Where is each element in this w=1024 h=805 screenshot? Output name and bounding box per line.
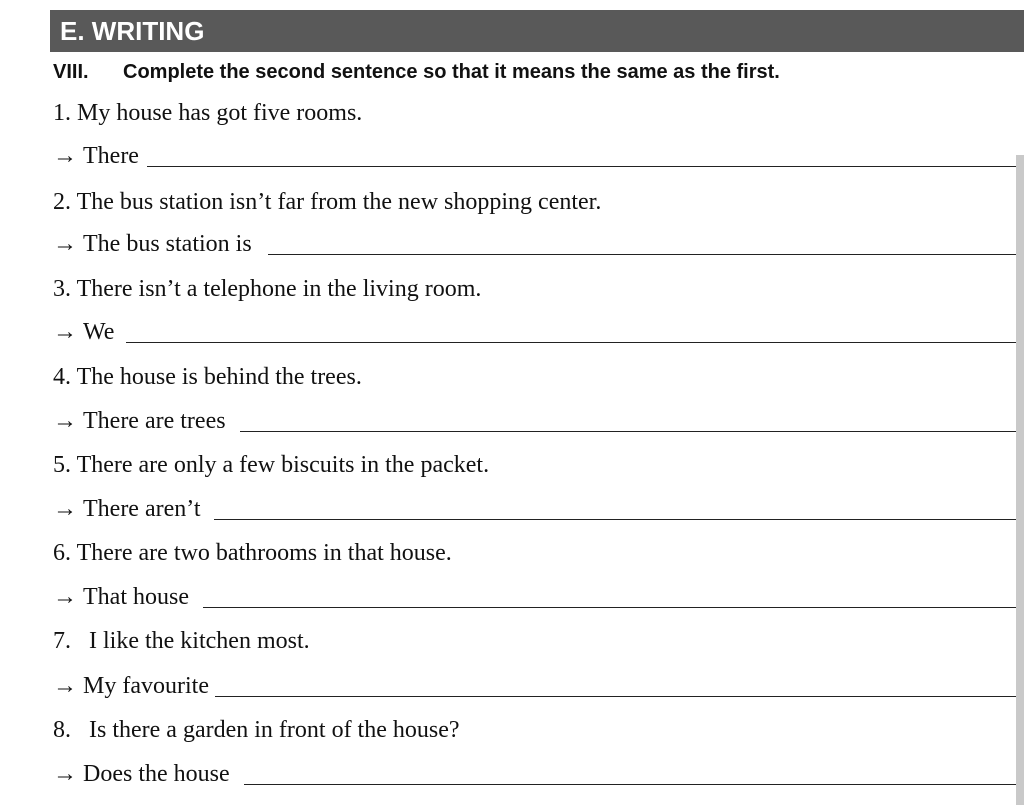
- rewrite-prompt: There: [83, 143, 139, 169]
- original-sentence: [53, 100, 1018, 127]
- rewrite-prompt: There are trees: [83, 408, 226, 434]
- original-sentence: [53, 540, 1018, 567]
- original-sentence: [53, 628, 1018, 655]
- rewrite-line: [53, 143, 1018, 170]
- arrow-icon: →: [53, 143, 77, 169]
- original-sentence: [53, 452, 1018, 479]
- answer-blank[interactable]: [147, 166, 1018, 167]
- original-sentence: [53, 364, 1018, 391]
- rewrite-line: [53, 584, 1018, 611]
- arrow-icon: →: [53, 584, 77, 610]
- rewrite-line: [53, 761, 1018, 788]
- answer-blank[interactable]: [214, 519, 1018, 520]
- rewrite-prompt: There aren’t: [83, 496, 201, 522]
- original-sentence: [53, 717, 1018, 744]
- sentence-text: 5. There are only a few biscuits in the packet.: [53, 452, 490, 478]
- arrow-icon: →: [53, 319, 77, 345]
- rewrite-line: [53, 231, 1018, 258]
- sentence-text: 7. I like the kitchen most.: [53, 628, 310, 654]
- rewrite-prompt: We: [83, 319, 115, 345]
- arrow-icon: →: [53, 673, 77, 699]
- rewrite-line: [53, 408, 1018, 435]
- original-sentence: [53, 189, 1018, 216]
- section-header: [50, 10, 1024, 52]
- exercise-instruction: [53, 58, 1013, 86]
- answer-blank[interactable]: [268, 254, 1018, 255]
- rewrite-line: [53, 673, 1018, 700]
- rewrite-line: [53, 496, 1018, 523]
- rewrite-prompt: That house: [83, 584, 189, 610]
- answer-blank[interactable]: [215, 696, 1018, 697]
- answer-blank[interactable]: [203, 607, 1018, 608]
- sentence-text: 1. My house has got five rooms.: [53, 100, 363, 126]
- rewrite-prompt: My favourite: [83, 673, 209, 699]
- arrow-icon: →: [53, 496, 77, 522]
- vertical-scrollbar[interactable]: [1016, 155, 1024, 805]
- arrow-icon: →: [53, 231, 77, 257]
- arrow-icon: →: [53, 761, 77, 787]
- sentence-text: 3. There isn’t a telephone in the living room.: [53, 276, 482, 302]
- answer-blank[interactable]: [244, 784, 1018, 785]
- answer-blank[interactable]: [126, 342, 1018, 343]
- sentence-text: 2. The bus station isn’t far from the new shopping center.: [53, 189, 602, 215]
- sentence-text: 6. There are two bathrooms in that house.: [53, 540, 452, 566]
- arrow-icon: →: [53, 408, 77, 434]
- sentence-text: 4. The house is behind the trees.: [53, 364, 362, 390]
- exercise-number: VIII.: [53, 61, 89, 83]
- section-title: E. WRITING: [60, 16, 205, 46]
- rewrite-prompt: Does the house: [83, 761, 230, 787]
- answer-blank[interactable]: [240, 431, 1018, 432]
- rewrite-line: [53, 319, 1018, 346]
- rewrite-prompt: The bus station is: [83, 231, 252, 257]
- instruction-text: Complete the second sentence so that it means the same as the first.: [123, 61, 780, 83]
- original-sentence: [53, 276, 1018, 303]
- sentence-text: 8. Is there a garden in front of the house?: [53, 717, 460, 743]
